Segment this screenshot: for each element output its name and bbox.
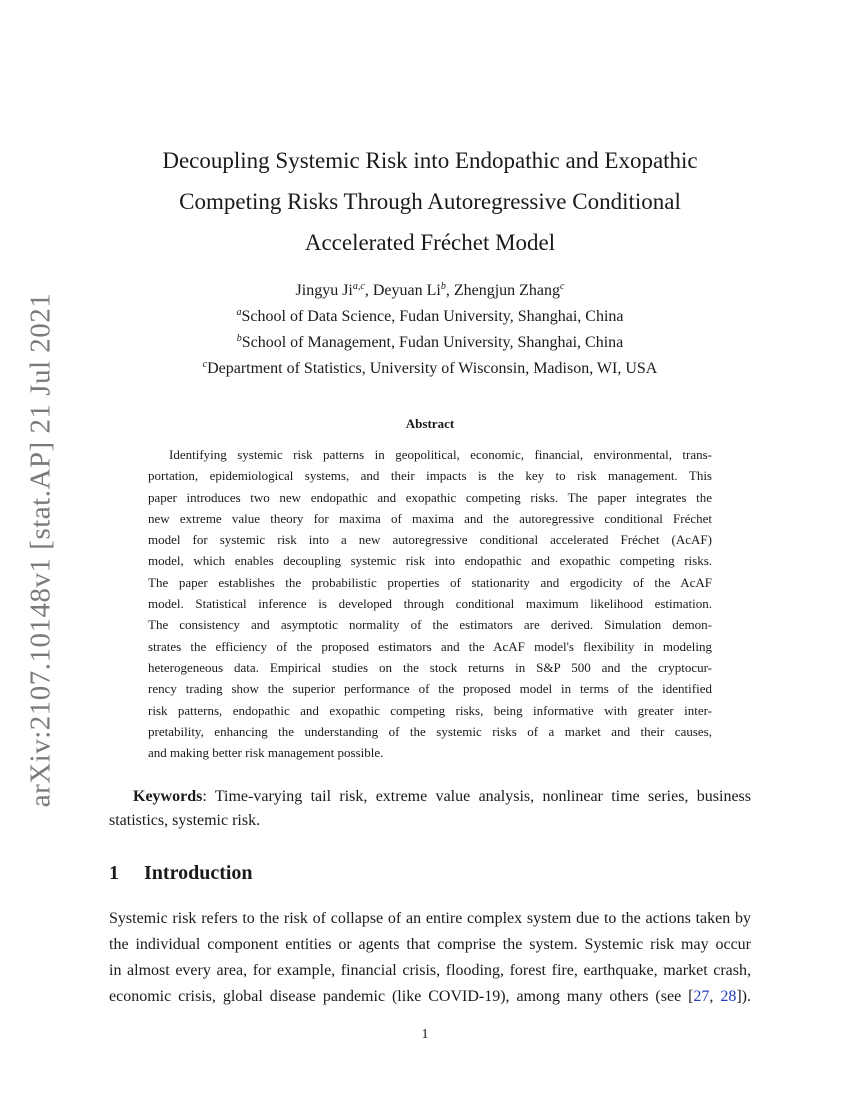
intro-line: Systemic risk refers to the risk of collapse of an entire complex system due to the actions taken by <box>109 910 751 927</box>
abstract-line: heterogeneous data. Empirical studies on the stock returns in S&P 500 and the cryptocur- <box>148 659 712 675</box>
intro-line <box>109 984 751 1010</box>
author-block <box>130 278 730 382</box>
abstract-line: model. Statistical inference is developed through conditional maximum likelihood estimation. <box>148 596 712 612</box>
abstract-line: and making better risk management possible. <box>148 745 384 761</box>
author-affil-mark: c <box>560 281 565 292</box>
section-heading-introduction <box>109 862 253 885</box>
keywords-block <box>109 785 751 833</box>
abstract-line: model for systemic risk into a new autoregressive conditional accelerated Fréchet (AcAF) <box>148 532 712 548</box>
affiliation-mark: a <box>236 307 242 318</box>
author-list <box>130 278 730 304</box>
abstract-line: paper introduces two new endopathic and exopathic competing risks. The paper integrates the <box>148 489 712 505</box>
intro-line: the individual component entities or agents that comprise the system. Systemic risk may occur <box>109 936 751 953</box>
keywords-line <box>109 785 751 809</box>
abstract-line: The paper establishes the probabilistic properties of stationarity and ergodicity of the AcAF <box>148 574 712 590</box>
abstract-line: Identifying systemic risk patterns in geopolitical, economic, financial, environmental, trans- <box>169 447 712 462</box>
keywords-line: statistics, systemic risk. <box>109 812 261 829</box>
abstract-line: pretability, enhancing the understanding of the systemic risks of a market and their causes, <box>148 723 712 739</box>
author-name: Jingyu Ji <box>295 282 353 299</box>
section-title: Introduction <box>144 862 253 884</box>
citation-bracket: [ <box>688 988 694 1005</box>
affiliation <box>130 356 730 382</box>
abstract-line: strates the efficiency of the proposed estimators and the AcAF model's flexibility in modeling <box>148 638 712 654</box>
intro-text: economic crisis, global disease pandemic (like COVID-19), among many others (see <box>109 988 689 1005</box>
title-line: Decoupling Systemic Risk into Endopathic and Exopathic <box>162 148 698 173</box>
citation-link-27[interactable]: 27 <box>693 988 710 1005</box>
affiliation-mark: c <box>202 359 208 370</box>
citation-separator: , <box>709 988 721 1005</box>
citation-bracket: ]). <box>736 988 751 1005</box>
affiliation-mark: b <box>236 333 242 344</box>
title-line: Competing Risks Through Autoregressive Conditional <box>179 189 681 214</box>
author-affil-mark: a,c <box>352 281 365 292</box>
affiliation <box>130 304 730 330</box>
abstract-line: model, which enables decoupling systemic risk into endopathic and exopathic competing risks. <box>148 553 712 569</box>
author-affil-mark: b <box>440 281 446 292</box>
section-number: 1 <box>109 862 119 884</box>
abstract-body <box>148 444 712 763</box>
citation-link-28[interactable]: 28 <box>720 988 737 1005</box>
paper-title <box>130 140 730 263</box>
intro-line: in almost every area, for example, financial crisis, flooding, forest fire, earthquake, market crash, <box>109 962 751 979</box>
author-separator: , <box>364 282 373 299</box>
abstract-line: rency trading show the superior performance of the proposed model in terms of the identified <box>148 681 712 697</box>
arxiv-identifier: arXiv:2107.10148v1 [stat.AP] 21 Jul 2021 <box>24 292 57 808</box>
author-name: Zhengjun Zhang <box>453 282 561 299</box>
affiliation-text: School of Data Science, Fudan University, Shanghai, China <box>241 308 624 325</box>
affiliation-text: Department of Statistics, University of Wisconsin, Madison, WI, USA <box>207 360 658 377</box>
page-number: 1 <box>421 1027 429 1042</box>
abstract-line: portation, epidemiological systems, and their impacts is the key to risk management. This <box>148 468 712 484</box>
author-name: Deyuan Li <box>372 282 441 299</box>
keywords-label: Keywords <box>133 788 203 805</box>
abstract-line: new extreme value theory for maxima of maxima and the autoregressive conditional Fréchet <box>148 510 712 526</box>
keywords-text: : Time-varying tail risk, extreme value analysis, nonlinear time series, business <box>202 788 751 805</box>
affiliation <box>130 330 730 356</box>
introduction-paragraph <box>109 906 751 1010</box>
abstract-line: risk patterns, endopathic and exopathic competing risks, being informative with greater inter- <box>148 702 712 718</box>
abstract-line: The consistency and asymptotic normality of the estimators are derived. Simulation demon- <box>148 617 712 633</box>
author-separator: , <box>445 282 454 299</box>
abstract-heading: Abstract <box>405 416 455 431</box>
title-line: Accelerated Fréchet Model <box>304 230 556 255</box>
affiliation-text: School of Management, Fudan University, Shanghai, China <box>241 334 624 351</box>
arxiv-side-stamp <box>14 292 68 808</box>
